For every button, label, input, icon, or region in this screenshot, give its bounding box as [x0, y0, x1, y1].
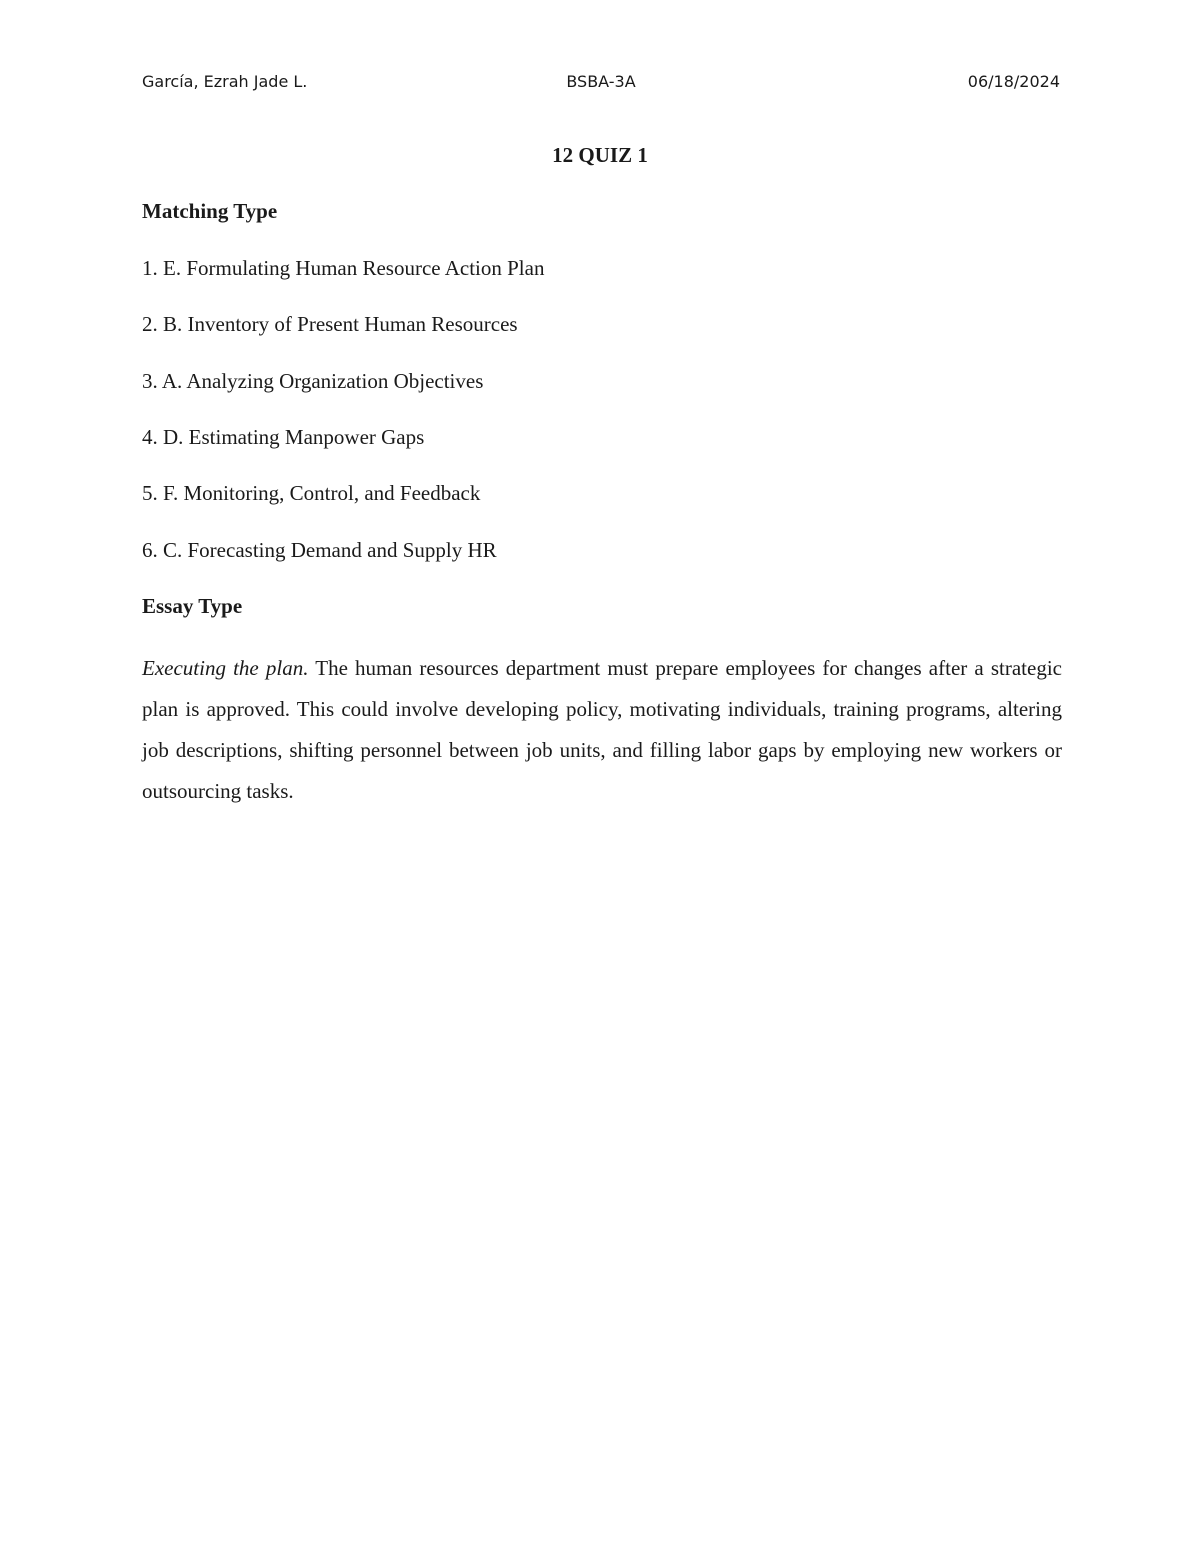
class-section: BSBA-3A — [566, 72, 636, 91]
matching-item: 3. A. Analyzing Organization Objectives — [142, 369, 484, 393]
matching-item: 1. E. Formulating Human Resource Action Plan — [142, 256, 545, 280]
essay-lead-phrase: Executing the plan. — [142, 656, 309, 680]
student-name: García, Ezrah Jade L. — [142, 72, 308, 91]
page-title: 12 QUIZ 1 — [552, 143, 648, 167]
matching-item: 2. B. Inventory of Present Human Resources — [142, 312, 518, 336]
essay-body-text: The human resources department must prepare employees for changes after a strategic plan is approved. This could involve developing policy, motivating individuals, training programs, altering job descriptions, shifting personnel between job units, and filling labor gaps by employing new workers or outsourcing tasks. — [142, 656, 1062, 803]
matching-item: 5. F. Monitoring, Control, and Feedback — [142, 481, 481, 505]
matching-item: 4. D. Estimating Manpower Gaps — [142, 425, 425, 449]
matching-type-heading: Matching Type — [142, 199, 278, 223]
page-header — [142, 72, 1060, 98]
header-date: 06/18/2024 — [967, 72, 1060, 91]
essay-type-heading: Essay Type — [142, 594, 243, 618]
matching-item: 6. C. Forecasting Demand and Supply HR — [142, 538, 497, 562]
essay-paragraph — [142, 648, 1062, 812]
